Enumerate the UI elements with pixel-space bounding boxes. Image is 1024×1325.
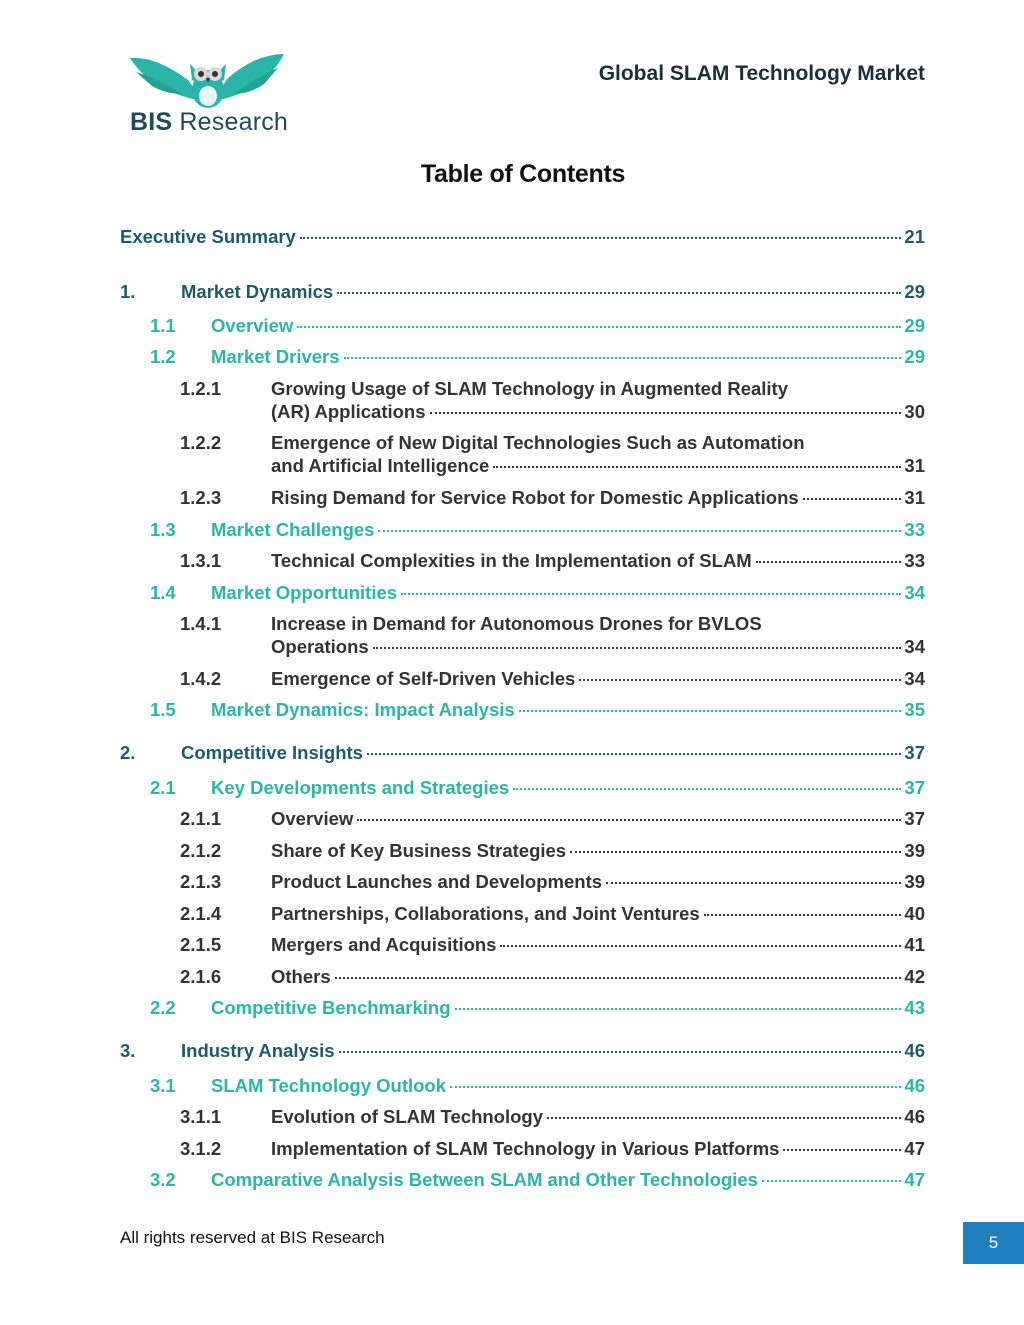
toc-entry-page: 31 bbox=[904, 487, 925, 508]
toc-entry-number: 1.2.3 bbox=[180, 487, 222, 508]
toc-entry-number: 1.2 bbox=[150, 346, 176, 367]
toc-entry-page: 39 bbox=[904, 871, 925, 892]
dot-leader bbox=[450, 1072, 901, 1088]
dot-leader bbox=[357, 805, 901, 821]
toc-entry[interactable] bbox=[150, 1075, 925, 1097]
toc-entry[interactable] bbox=[180, 378, 925, 423]
toc-entry-title: Growing Usage of SLAM Technology in Augmented Reality bbox=[271, 378, 789, 399]
toc-entry-title: Technical Complexities in the Implementation of SLAM bbox=[271, 550, 752, 571]
toc-entry[interactable] bbox=[180, 808, 925, 830]
toc-entry-number: 3. bbox=[120, 1040, 136, 1061]
toc-entry-number: 2.1.5 bbox=[180, 934, 222, 955]
toc-entry[interactable] bbox=[180, 1138, 925, 1160]
toc-entry-number: 2.1 bbox=[150, 777, 176, 798]
dot-leader bbox=[756, 547, 902, 563]
dot-leader bbox=[783, 1135, 901, 1151]
toc-entry-title: Competitive Benchmarking bbox=[211, 997, 451, 1018]
toc-entry-page: 34 bbox=[904, 636, 925, 657]
dot-leader bbox=[430, 398, 902, 414]
dot-leader bbox=[803, 484, 902, 500]
toc-entry-number: 1.5 bbox=[150, 699, 176, 720]
toc-entry[interactable] bbox=[180, 966, 925, 988]
dot-leader bbox=[367, 739, 901, 755]
dot-leader bbox=[335, 963, 902, 979]
toc-entry[interactable] bbox=[180, 903, 925, 925]
toc-entry[interactable] bbox=[180, 432, 925, 477]
toc-entry-title: Share of Key Business Strategies bbox=[271, 840, 567, 861]
toc-entry-number: 2.2 bbox=[150, 997, 176, 1018]
toc-entry-title: Industry Analysis bbox=[181, 1040, 335, 1061]
toc-entry-page: 21 bbox=[904, 226, 925, 247]
toc-heading: Table of Contents bbox=[420, 160, 626, 188]
toc-entry-title: Overview bbox=[211, 315, 294, 336]
dot-leader bbox=[500, 931, 901, 947]
toc-entry-title: Market Dynamics: Impact Analysis bbox=[211, 699, 515, 720]
toc-entry-page: 43 bbox=[904, 997, 925, 1018]
dot-leader bbox=[704, 900, 902, 916]
toc-entry-number: 2.1.6 bbox=[180, 966, 222, 987]
toc-entry[interactable] bbox=[120, 1040, 925, 1062]
toc-entry-page: 37 bbox=[904, 808, 925, 829]
dot-leader bbox=[579, 665, 901, 681]
toc-entry-page: 46 bbox=[904, 1106, 925, 1127]
toc-entry-page: 37 bbox=[904, 777, 925, 798]
toc-entry-number: 2.1.2 bbox=[180, 840, 222, 861]
toc-entry-number: 1.4.1 bbox=[180, 613, 222, 634]
toc-entry-title: Emergence of New Digital Technologies Such as Automation bbox=[271, 432, 805, 453]
toc-entry-title: Executive Summary bbox=[120, 226, 296, 247]
toc-entry-title: Product Launches and Developments bbox=[271, 871, 603, 892]
toc-entry-title: Overview bbox=[271, 808, 354, 829]
logo-wordmark: BIS Research bbox=[130, 108, 289, 136]
toc-entry-number: 3.1.2 bbox=[180, 1138, 222, 1159]
toc-entry-page: 33 bbox=[904, 519, 925, 540]
dot-leader bbox=[570, 837, 901, 853]
toc-entry[interactable] bbox=[150, 1169, 925, 1191]
toc-entry-title: Market Drivers bbox=[211, 346, 340, 367]
toc-entry-title: Others bbox=[271, 966, 331, 987]
toc-entry[interactable] bbox=[150, 997, 925, 1019]
toc-entry-title: Increase in Demand for Autonomous Drones for BVLOS bbox=[271, 613, 762, 634]
toc-entry-page: 42 bbox=[904, 966, 925, 987]
toc-entry-page: 41 bbox=[904, 934, 925, 955]
toc-entry-page: 47 bbox=[904, 1138, 925, 1159]
dot-leader bbox=[401, 579, 901, 595]
toc-entry-page: 31 bbox=[904, 455, 925, 476]
toc-entry[interactable] bbox=[150, 315, 925, 337]
toc-entry-number: 1.4.2 bbox=[180, 668, 222, 689]
toc-entry-title: Market Challenges bbox=[211, 519, 375, 540]
toc-entry-page: 34 bbox=[904, 582, 925, 603]
toc-entry[interactable] bbox=[180, 840, 925, 862]
toc-entry-page: 34 bbox=[904, 668, 925, 689]
toc-entry-title: Implementation of SLAM Technology in Various Platforms bbox=[271, 1138, 780, 1159]
toc-entry-page: 46 bbox=[904, 1075, 925, 1096]
toc-entry-title: Mergers and Acquisitions bbox=[271, 934, 497, 955]
toc-entry[interactable] bbox=[180, 871, 925, 893]
toc-entry-title-continued: (AR) Applications bbox=[271, 401, 426, 422]
dot-leader bbox=[344, 343, 902, 359]
toc-entry-title: Comparative Analysis Between SLAM and Other Technologies bbox=[211, 1169, 758, 1190]
toc-entry[interactable] bbox=[120, 742, 925, 764]
toc-entry-page: 29 bbox=[904, 281, 925, 302]
toc-entry-page: 37 bbox=[904, 742, 925, 763]
dot-leader bbox=[455, 994, 902, 1010]
toc-entry-number: 2. bbox=[120, 742, 136, 763]
toc-entry[interactable] bbox=[180, 487, 925, 509]
toc-entry-title: Competitive Insights bbox=[181, 742, 363, 763]
toc-entry[interactable] bbox=[150, 582, 925, 604]
toc-entry[interactable] bbox=[150, 346, 925, 368]
toc-entry-title: Evolution of SLAM Technology bbox=[271, 1106, 543, 1127]
toc-entry-title: Emergence of Self-Driven Vehicles bbox=[271, 668, 576, 689]
dot-leader bbox=[606, 868, 901, 884]
toc-entry-page: 47 bbox=[904, 1169, 925, 1190]
toc-entry-page: 33 bbox=[904, 550, 925, 571]
toc-entry-title: Market Opportunities bbox=[211, 582, 398, 603]
toc-entry-title: Market Dynamics bbox=[181, 281, 334, 302]
dot-leader bbox=[519, 696, 902, 712]
toc-entry[interactable] bbox=[180, 934, 925, 956]
page-number: 5 bbox=[988, 1233, 999, 1252]
toc-entry-title-continued: Operations bbox=[271, 636, 369, 657]
toc-entry[interactable] bbox=[180, 1106, 925, 1128]
dot-leader bbox=[547, 1103, 901, 1119]
page-number-badge bbox=[963, 1222, 1024, 1264]
toc-entry-number: 1.2.1 bbox=[180, 378, 222, 399]
toc-entry[interactable] bbox=[150, 519, 925, 541]
toc-entry[interactable] bbox=[180, 668, 925, 690]
toc-entry-page: 29 bbox=[904, 315, 925, 336]
toc-entry-number: 2.1.4 bbox=[180, 903, 222, 924]
toc-entry-number: 2.1.3 bbox=[180, 871, 222, 892]
toc-entry-title: Rising Demand for Service Robot for Domestic Applications bbox=[271, 487, 799, 508]
dot-leader bbox=[300, 223, 902, 239]
toc-entry[interactable] bbox=[180, 550, 925, 572]
dot-leader bbox=[297, 312, 901, 328]
toc-entry-title: Partnerships, Collaborations, and Joint Ventures bbox=[271, 903, 700, 924]
owl-logo-icon bbox=[126, 50, 291, 110]
toc-entry-page: 35 bbox=[904, 699, 925, 720]
toc-entry[interactable] bbox=[120, 226, 925, 248]
dot-leader bbox=[337, 278, 901, 294]
toc-entry-page: 46 bbox=[904, 1040, 925, 1061]
toc-entry-number: 1.4 bbox=[150, 582, 176, 603]
toc-entry[interactable] bbox=[150, 699, 925, 721]
dot-leader bbox=[373, 633, 902, 649]
toc-entry-number: 1.3.1 bbox=[180, 550, 222, 571]
toc-entry-number: 1. bbox=[120, 281, 136, 302]
dot-leader bbox=[513, 774, 901, 790]
toc-entry-number: 3.2 bbox=[150, 1169, 176, 1190]
toc-entry[interactable] bbox=[150, 777, 925, 799]
toc-entry-number: 2.1.1 bbox=[180, 808, 222, 829]
dot-leader bbox=[339, 1037, 902, 1053]
toc-entry-page: 30 bbox=[904, 401, 925, 422]
footer-rights: All rights reserved at BIS Research bbox=[120, 1228, 385, 1247]
toc-entry-number: 3.1 bbox=[150, 1075, 176, 1096]
toc-entry-title: Key Developments and Strategies bbox=[211, 777, 510, 798]
bis-research-logo bbox=[126, 50, 291, 140]
toc-entry-title-continued: and Artificial Intelligence bbox=[271, 455, 490, 476]
toc-entry-number: 3.1.1 bbox=[180, 1106, 222, 1127]
toc-entry-title: SLAM Technology Outlook bbox=[211, 1075, 447, 1096]
toc-entry[interactable] bbox=[180, 613, 925, 658]
dot-leader bbox=[762, 1166, 902, 1182]
toc-entry-number: 1.2.2 bbox=[180, 432, 222, 453]
toc-entry-page: 29 bbox=[904, 346, 925, 367]
toc-entry-number: 1.1 bbox=[150, 315, 176, 336]
report-title: Global SLAM Technology Market bbox=[598, 62, 925, 85]
dot-leader bbox=[493, 452, 901, 468]
toc-entry-page: 39 bbox=[904, 840, 925, 861]
toc-entry[interactable] bbox=[120, 281, 925, 303]
toc-entry-page: 40 bbox=[904, 903, 925, 924]
toc-entry-number: 1.3 bbox=[150, 519, 176, 540]
dot-leader bbox=[378, 516, 901, 532]
